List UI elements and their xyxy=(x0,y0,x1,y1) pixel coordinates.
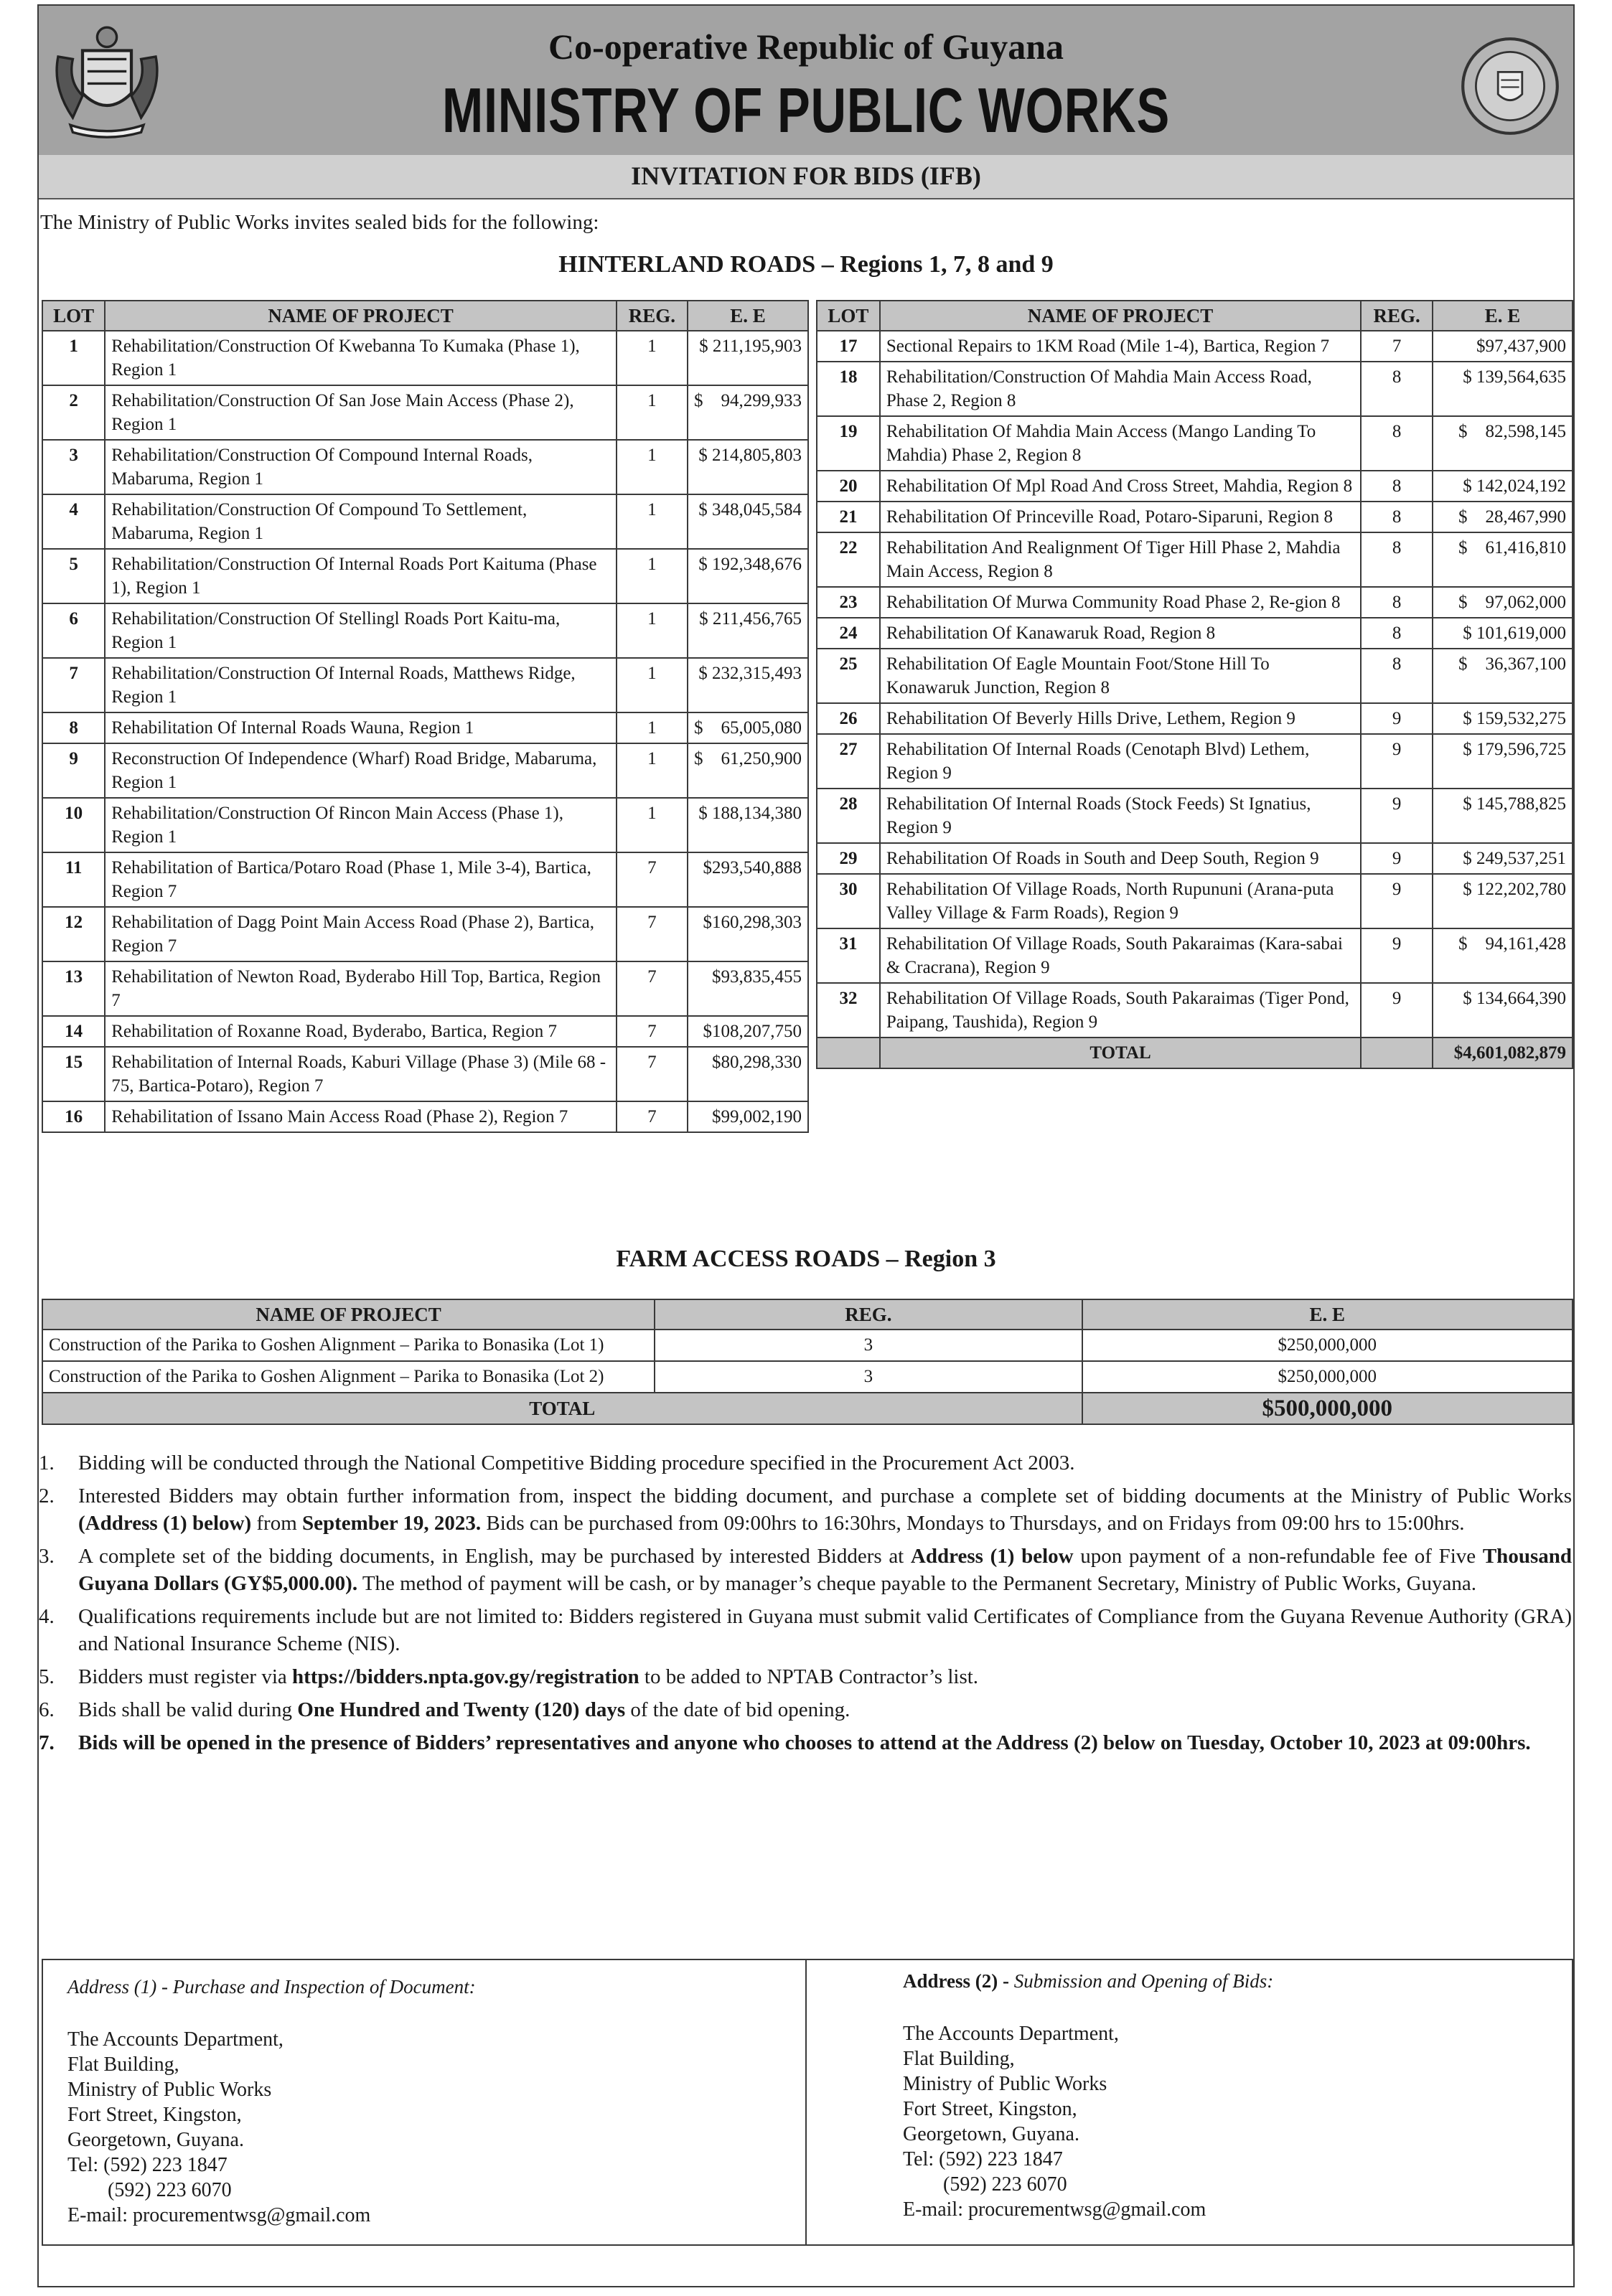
project-name-cell: Rehabilitation Of Eagle Mountain Foot/Stone Hill To Konawaruk Junction, Region 8 xyxy=(880,649,1361,703)
table-row xyxy=(817,874,1573,928)
project-name-cell: Rehabilitation Of Roads in South and Deep South, Region 9 xyxy=(880,843,1361,874)
address-line: E-mail: procurementwsg@gmail.com xyxy=(67,2204,371,2226)
lot-cell: 19 xyxy=(817,416,880,471)
ifb-advertisement xyxy=(37,4,1575,2287)
total-value: $500,000,000 xyxy=(1082,1393,1573,1424)
estimate-cell: $ 134,664,390 xyxy=(1433,983,1573,1038)
address-1-box xyxy=(42,1959,807,2246)
table-row xyxy=(42,961,808,1016)
address-2-title: Address (2) - Submission and Opening of Bids: xyxy=(903,1970,1274,1992)
table-row xyxy=(817,734,1573,789)
lot-cell: 20 xyxy=(817,471,880,502)
address-1-lines xyxy=(67,2027,781,2228)
region-cell: 1 xyxy=(617,658,688,712)
lot-cell: 31 xyxy=(817,928,880,983)
address-line: Ministry of Public Works xyxy=(903,2073,1107,2095)
region-cell: 7 xyxy=(617,1047,688,1101)
estimate-cell: $ 101,619,000 xyxy=(1433,618,1573,649)
estimate-cell: $ 142,024,192 xyxy=(1433,471,1573,502)
region-cell: 9 xyxy=(1361,874,1433,928)
project-name-cell: Rehabilitation/Construction Of Internal Roads, Matthews Ridge, Region 1 xyxy=(105,658,617,712)
project-name-cell: Rehabilitation Of Mpl Road And Cross Street, Mahdia, Region 8 xyxy=(880,471,1361,502)
region-cell: 7 xyxy=(617,852,688,907)
note-6: 6. Bids shall be valid during One Hundred and Twenty (120) days of the date of bid opening. xyxy=(39,1698,850,1721)
note-5: 5. Bidders must register via https://bidders.npta.gov.gy/registration to be added to NPTAB Contractor’s list. xyxy=(39,1665,979,1688)
project-name-cell: Rehabilitation of Bartica/Potaro Road (Phase 1, Mile 3-4), Bartica, Region 7 xyxy=(105,852,617,907)
project-name-cell: Rehabilitation of Issano Main Access Road (Phase 2), Region 7 xyxy=(105,1101,617,1132)
project-name-cell: Rehabilitation Of Village Roads, North Rupununi (Arana-puta Valley Village & Farm Roads), Region 9 xyxy=(880,874,1361,928)
estimate-cell: $160,298,303 xyxy=(688,907,808,961)
estimate-cell: $250,000,000 xyxy=(1082,1330,1573,1361)
project-name-cell: Rehabilitation Of Internal Roads (Stock Feeds) St Ignatius, Region 9 xyxy=(880,789,1361,843)
estimate-cell: $93,835,455 xyxy=(688,961,808,1016)
region-cell: 8 xyxy=(1361,618,1433,649)
project-name-cell: Rehabilitation/Construction Of Compound To Settlement, Mabaruma, Region 1 xyxy=(105,494,617,549)
table-row xyxy=(817,416,1573,471)
region-cell: 7 xyxy=(617,1101,688,1132)
project-name-cell: Rehabilitation Of Village Roads, South Pakaraimas (Tiger Pond, Paipang, Taushida), Region 9 xyxy=(880,983,1361,1038)
col-header-reg: REG. xyxy=(1361,301,1433,331)
region-cell: 8 xyxy=(1361,362,1433,416)
lot-cell: 15 xyxy=(42,1047,105,1101)
region-cell: 1 xyxy=(617,549,688,603)
lot-cell: 23 xyxy=(817,587,880,618)
total-label: TOTAL xyxy=(880,1038,1361,1068)
total-value: $4,601,082,879 xyxy=(1433,1038,1573,1068)
address-2-lines xyxy=(903,2021,1547,2222)
col-header-ee: E. E xyxy=(1433,301,1573,331)
estimate-cell: $ 139,564,635 xyxy=(1433,362,1573,416)
estimate-cell: $97,437,900 xyxy=(1433,331,1573,362)
region-cell: 7 xyxy=(617,1016,688,1047)
table-row xyxy=(42,1330,1573,1361)
project-name-cell: Rehabilitation of Dagg Point Main Access Road (Phase 2), Bartica, Region 7 xyxy=(105,907,617,961)
lot-cell: 3 xyxy=(42,440,105,494)
region-cell: 1 xyxy=(617,712,688,743)
project-name-cell: Rehabilitation/Construction Of Compound Internal Roads, Mabaruma, Region 1 xyxy=(105,440,617,494)
lot-cell: 6 xyxy=(42,603,105,658)
estimate-cell: $ 159,532,275 xyxy=(1433,703,1573,734)
col-header-name: NAME OF PROJECT xyxy=(42,1299,655,1330)
estimate-cell: $293,540,888 xyxy=(688,852,808,907)
notes-list xyxy=(39,1449,1572,1762)
address-line: Fort Street, Kingston, xyxy=(903,2098,1077,2120)
region-cell: 3 xyxy=(655,1361,1082,1393)
lot-cell: 22 xyxy=(817,532,880,587)
address-line: Fort Street, Kingston, xyxy=(67,2104,242,2126)
region-cell: 7 xyxy=(617,907,688,961)
table-row xyxy=(42,907,808,961)
region-cell: 1 xyxy=(617,743,688,798)
col-header-name: NAME OF PROJECT xyxy=(880,301,1361,331)
table-row xyxy=(817,471,1573,502)
estimate-cell: $ 97,062,000 xyxy=(1433,587,1573,618)
lot-cell: 28 xyxy=(817,789,880,843)
estimate-cell: $ 94,299,933 xyxy=(688,385,808,440)
table-row xyxy=(817,362,1573,416)
region-cell: 9 xyxy=(1361,789,1433,843)
address-2-box xyxy=(878,1959,1573,2246)
address-line: Tel: (592) 223 1847 xyxy=(67,2154,228,2176)
lot-cell: 1 xyxy=(42,331,105,385)
lot-cell: 4 xyxy=(42,494,105,549)
estimate-cell: $ 65,005,080 xyxy=(688,712,808,743)
region-cell: 8 xyxy=(1361,416,1433,471)
region-cell: 1 xyxy=(617,331,688,385)
estimate-cell: $ 232,315,493 xyxy=(688,658,808,712)
table-row xyxy=(42,494,808,549)
ifb-title: INVITATION FOR BIDS (IFB) xyxy=(631,161,981,190)
address-line: The Accounts Department, xyxy=(903,2023,1119,2045)
note-2: 2. Interested Bidders may obtain further information from, inspect the bidding document, and purchase a complete set of bidding documents at the Ministry of Public Works (Address (1) below) from September 19, 2023. Bids can be purchased from 09:00hrs to 16:30hrs, Mondays to Thursdays, and on Fridays from 09:00 hrs to 15:00hrs. xyxy=(39,1485,1572,1535)
region-cell: 9 xyxy=(1361,983,1433,1038)
table-row xyxy=(42,743,808,798)
total-row xyxy=(42,1393,1573,1424)
hinterland-table-right xyxy=(816,300,1573,1069)
col-header-lot: LOT xyxy=(817,301,880,331)
region-cell: 1 xyxy=(617,798,688,852)
lot-cell: 26 xyxy=(817,703,880,734)
region-cell: 8 xyxy=(1361,649,1433,703)
project-name-cell: Rehabilitation/Construction Of Stellingl Roads Port Kaitu-ma, Region 1 xyxy=(105,603,617,658)
address-line: (592) 223 6070 xyxy=(903,2173,1067,2196)
table-row xyxy=(42,603,808,658)
note-4: 4. Qualifications requirements include but are not limited to: Bidders registered in Guyana must submit valid Certificates of Compliance from the Guyana Revenue Authority (GRA) and National Insurance Scheme (NIS). xyxy=(39,1605,1572,1655)
project-name-cell: Rehabilitation Of Mahdia Main Access (Mango Landing To Mahdia) Phase 2, Region 8 xyxy=(880,416,1361,471)
project-name-cell: Construction of the Parika to Goshen Alignment – Parika to Bonasika (Lot 1) xyxy=(42,1330,655,1361)
table-row xyxy=(817,789,1573,843)
region-cell: 9 xyxy=(1361,843,1433,874)
project-name-cell: Rehabilitation Of Beverly Hills Drive, Lethem, Region 9 xyxy=(880,703,1361,734)
region-cell: 8 xyxy=(1361,587,1433,618)
lot-cell: 12 xyxy=(42,907,105,961)
lot-cell: 14 xyxy=(42,1016,105,1047)
table-row xyxy=(817,703,1573,734)
lot-cell: 18 xyxy=(817,362,880,416)
lot-cell: 27 xyxy=(817,734,880,789)
registration-link[interactable]: https://bidders.npta.gov.gy/registration xyxy=(292,1665,639,1688)
lot-cell: 13 xyxy=(42,961,105,1016)
table-row xyxy=(42,549,808,603)
region-cell: 9 xyxy=(1361,734,1433,789)
total-label: TOTAL xyxy=(42,1393,1082,1424)
table-row xyxy=(817,331,1573,362)
hinterland-title: HINTERLAND ROADS – Regions 1, 7, 8 and 9 xyxy=(558,251,1054,278)
address-line: (592) 223 6070 xyxy=(67,2179,232,2201)
estimate-cell: $ 192,348,676 xyxy=(688,549,808,603)
farm-table xyxy=(42,1299,1573,1425)
table-row xyxy=(42,1101,808,1132)
estimate-cell: $ 122,202,780 xyxy=(1433,874,1573,928)
region-cell: 8 xyxy=(1361,502,1433,532)
col-header-ee: E. E xyxy=(688,301,808,331)
project-name-cell: Rehabilitation of Internal Roads, Kaburi Village (Phase 3) (Mile 68 - 75, Bartica-Potaro), Region 7 xyxy=(105,1047,617,1101)
project-name-cell: Rehabilitation/Construction Of Mahdia Main Access Road, Phase 2, Region 8 xyxy=(880,362,1361,416)
lot-cell: 24 xyxy=(817,618,880,649)
col-header-lot: LOT xyxy=(42,301,105,331)
region-cell: 7 xyxy=(1361,331,1433,362)
lot-cell: 5 xyxy=(42,549,105,603)
lot-cell: 8 xyxy=(42,712,105,743)
project-name-cell: Rehabilitation Of Princeville Road, Potaro-Siparuni, Region 8 xyxy=(880,502,1361,532)
region-cell: 1 xyxy=(617,494,688,549)
country-name: Co-operative Republic of Guyana xyxy=(548,27,1064,67)
project-name-cell: Rehabilitation Of Kanawaruk Road, Region 8 xyxy=(880,618,1361,649)
note-3: 3. A complete set of the bidding documents, in English, may be purchased by interested Bidders at Address (1) below upon payment of a non-refundable fee of Five Thousand Guyana Dollars (GY$5,000.00). The method of payment will be cash, or by manager’s cheque payable to the Permanent Secretary, Ministry of Public Works, Guyana. xyxy=(39,1545,1572,1595)
project-name-cell: Rehabilitation of Roxanne Road, Byderabo, Bartica, Region 7 xyxy=(105,1016,617,1047)
table-row xyxy=(817,928,1573,983)
note-7: 7. Bids will be opened in the presence of Bidders’ representatives and anyone who chooses to attend at the Address (2) below on Tuesday, October 10, 2023 at 09:00hrs. xyxy=(39,1731,1531,1754)
project-name-cell: Rehabilitation Of Internal Roads Wauna, Region 1 xyxy=(105,712,617,743)
project-name-cell: Rehabilitation/Construction Of San Jose Main Access (Phase 2), Region 1 xyxy=(105,385,617,440)
estimate-cell: $ 82,598,145 xyxy=(1433,416,1573,471)
ministry-name: MINISTRY OF PUBLIC WORKS xyxy=(442,75,1170,146)
estimate-cell: $250,000,000 xyxy=(1082,1361,1573,1393)
project-name-cell: Rehabilitation/Construction Of Kwebanna To Kumaka (Phase 1), Region 1 xyxy=(105,331,617,385)
lot-cell: 32 xyxy=(817,983,880,1038)
table-row xyxy=(817,649,1573,703)
table-row xyxy=(42,1361,1573,1393)
table-row xyxy=(817,532,1573,587)
estimate-cell: $ 211,195,903 xyxy=(688,331,808,385)
estimate-cell: $ 61,416,810 xyxy=(1433,532,1573,587)
ministry-seal-icon xyxy=(1460,36,1560,136)
address-gap xyxy=(807,1959,878,2246)
project-name-cell: Reconstruction Of Independence (Wharf) Road Bridge, Mabaruma, Region 1 xyxy=(105,743,617,798)
table-row xyxy=(42,658,808,712)
estimate-cell: $ 94,161,428 xyxy=(1433,928,1573,983)
col-header-ee: E. E xyxy=(1082,1299,1573,1330)
estimate-cell: $ 36,367,100 xyxy=(1433,649,1573,703)
project-name-cell: Sectional Repairs to 1KM Road (Mile 1-4), Bartica, Region 7 xyxy=(880,331,1361,362)
table-row xyxy=(42,331,808,385)
estimate-cell: $ 214,805,803 xyxy=(688,440,808,494)
table-row xyxy=(42,852,808,907)
table-row xyxy=(42,440,808,494)
region-cell: 8 xyxy=(1361,471,1433,502)
col-header-name: NAME OF PROJECT xyxy=(105,301,617,331)
project-name-cell: Rehabilitation/Construction Of Internal Roads Port Kaituma (Phase 1), Region 1 xyxy=(105,549,617,603)
estimate-cell: $ 61,250,900 xyxy=(688,743,808,798)
lot-cell: 10 xyxy=(42,798,105,852)
ifb-bar xyxy=(39,155,1573,199)
region-cell: 9 xyxy=(1361,703,1433,734)
table-row xyxy=(817,983,1573,1038)
project-name-cell: Rehabilitation Of Murwa Community Road Phase 2, Re-gion 8 xyxy=(880,587,1361,618)
lot-cell: 29 xyxy=(817,843,880,874)
lot-cell: 2 xyxy=(42,385,105,440)
intro-text: The Ministry of Public Works invites sealed bids for the following: xyxy=(40,211,599,234)
project-name-cell: Rehabilitation of Newton Road, Byderabo Hill Top, Bartica, Region 7 xyxy=(105,961,617,1016)
lot-cell: 16 xyxy=(42,1101,105,1132)
region-cell: 1 xyxy=(617,603,688,658)
address-line: Georgetown, Guyana. xyxy=(903,2123,1079,2145)
total-row xyxy=(817,1038,1573,1068)
address-line: Flat Building, xyxy=(903,2048,1015,2070)
col-header-reg: REG. xyxy=(617,301,688,331)
address-line: Tel: (592) 223 1847 xyxy=(903,2148,1063,2170)
col-header-reg: REG. xyxy=(655,1299,1082,1330)
estimate-cell: $108,207,750 xyxy=(688,1016,808,1047)
project-name-cell: Rehabilitation And Realignment Of Tiger Hill Phase 2, Mahdia Main Access, Region 8 xyxy=(880,532,1361,587)
address-line: The Accounts Department, xyxy=(67,2028,283,2051)
address-line: E-mail: procurementwsg@gmail.com xyxy=(903,2198,1206,2221)
project-name-cell: Rehabilitation/Construction Of Rincon Main Access (Phase 1), Region 1 xyxy=(105,798,617,852)
estimate-cell: $ 348,045,584 xyxy=(688,494,808,549)
lot-cell: 9 xyxy=(42,743,105,798)
header-banner xyxy=(39,6,1573,156)
lot-cell: 30 xyxy=(817,874,880,928)
region-cell: 8 xyxy=(1361,532,1433,587)
estimate-cell: $99,002,190 xyxy=(688,1101,808,1132)
table-row xyxy=(42,798,808,852)
region-cell: 1 xyxy=(617,385,688,440)
region-cell: 7 xyxy=(617,961,688,1016)
table-row xyxy=(42,1016,808,1047)
lot-cell: 25 xyxy=(817,649,880,703)
table-row xyxy=(817,587,1573,618)
table-row xyxy=(817,502,1573,532)
hinterland-table-left xyxy=(42,300,809,1133)
estimate-cell: $ 188,134,380 xyxy=(688,798,808,852)
lot-cell: 11 xyxy=(42,852,105,907)
estimate-cell: $ 249,537,251 xyxy=(1433,843,1573,874)
table-row xyxy=(817,618,1573,649)
project-name-cell: Rehabilitation Of Village Roads, South Pakaraimas (Kara-sabai & Cracrana), Region 9 xyxy=(880,928,1361,983)
table-row xyxy=(42,385,808,440)
table-row xyxy=(42,1047,808,1101)
lot-cell: 17 xyxy=(817,331,880,362)
project-name-cell: Rehabilitation Of Internal Roads (Cenotaph Blvd) Lethem, Region 9 xyxy=(880,734,1361,789)
estimate-cell: $ 211,456,765 xyxy=(688,603,808,658)
estimate-cell: $ 28,467,990 xyxy=(1433,502,1573,532)
region-cell: 9 xyxy=(1361,928,1433,983)
address-line: Flat Building, xyxy=(67,2053,179,2076)
project-name-cell: Construction of the Parika to Goshen Alignment – Parika to Bonasika (Lot 2) xyxy=(42,1361,655,1393)
address-1-title: Address (1) - Purchase and Inspection of Document: xyxy=(67,1976,476,1998)
farm-title: FARM ACCESS ROADS – Region 3 xyxy=(616,1246,996,1272)
lot-cell: 7 xyxy=(42,658,105,712)
region-cell: 1 xyxy=(617,440,688,494)
note-1: 1. Bidding will be conducted through the National Competitive Bidding procedure specified in the Procurement Act 2003. xyxy=(39,1452,1075,1474)
table-row xyxy=(817,843,1573,874)
address-line: Georgetown, Guyana. xyxy=(67,2129,244,2151)
estimate-cell: $80,298,330 xyxy=(688,1047,808,1101)
estimate-cell: $ 145,788,825 xyxy=(1433,789,1573,843)
table-row xyxy=(42,712,808,743)
lot-cell: 21 xyxy=(817,502,880,532)
address-line: Ministry of Public Works xyxy=(67,2079,272,2101)
region-cell: 3 xyxy=(655,1330,1082,1361)
estimate-cell: $ 179,596,725 xyxy=(1433,734,1573,789)
